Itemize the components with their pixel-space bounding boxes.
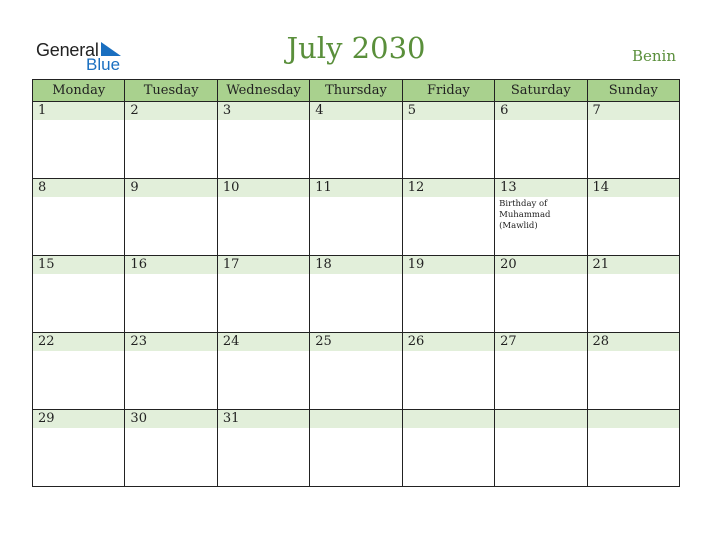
weekday-header: Sunday — [587, 80, 679, 102]
day-number: 24 — [218, 333, 309, 351]
day-cell — [587, 333, 679, 410]
country-label: Benin — [631, 47, 676, 65]
day-number: 17 — [218, 256, 309, 274]
holiday-event: Birthday of Muhammad (Mawlid) — [499, 199, 551, 231]
day-number: 20 — [495, 256, 586, 274]
day-cell — [402, 410, 494, 487]
day-cell — [125, 333, 217, 410]
day-cell — [402, 102, 494, 179]
calendar-grid — [32, 79, 680, 487]
day-number: 18 — [310, 256, 401, 274]
day-cell — [310, 179, 402, 256]
day-cell — [33, 179, 125, 256]
day-cell — [33, 410, 125, 487]
day-cell — [310, 256, 402, 333]
day-number: 14 — [588, 179, 679, 197]
calendar-week-row — [33, 256, 680, 333]
day-number: 30 — [125, 410, 216, 428]
calendar-title: July 2030 — [286, 31, 426, 65]
day-number: 4 — [310, 102, 401, 120]
day-number: 13 — [495, 179, 586, 197]
day-number: 25 — [310, 333, 401, 351]
day-number: 9 — [125, 179, 216, 197]
weekday-header: Wednesday — [217, 80, 309, 102]
day-cell — [402, 256, 494, 333]
day-number: 28 — [588, 333, 679, 351]
day-number: 21 — [588, 256, 679, 274]
day-cell — [495, 333, 587, 410]
weekday-header: Saturday — [495, 80, 587, 102]
day-cell — [217, 102, 309, 179]
day-cell — [125, 256, 217, 333]
weekday-header: Tuesday — [125, 80, 217, 102]
day-number — [495, 410, 586, 428]
day-cell — [310, 333, 402, 410]
day-number: 5 — [403, 102, 494, 120]
day-number: 3 — [218, 102, 309, 120]
day-number: 26 — [403, 333, 494, 351]
day-cell — [33, 102, 125, 179]
day-cell — [310, 410, 402, 487]
day-cell — [587, 102, 679, 179]
day-cell — [33, 333, 125, 410]
logo-text-blue: Blue — [86, 55, 121, 74]
day-cell — [33, 256, 125, 333]
day-number: 29 — [33, 410, 124, 428]
day-cell — [495, 410, 587, 487]
calendar-body — [33, 102, 680, 487]
weekday-header-row — [33, 80, 680, 102]
day-cell — [125, 102, 217, 179]
day-cell — [217, 410, 309, 487]
calendar-week-row — [33, 179, 680, 256]
day-number: 6 — [495, 102, 586, 120]
day-number: 11 — [310, 179, 401, 197]
day-number — [588, 410, 679, 428]
day-cell — [217, 333, 309, 410]
day-cell — [495, 256, 587, 333]
calendar-week-row — [33, 333, 680, 410]
day-cell — [125, 410, 217, 487]
day-cell — [217, 256, 309, 333]
day-cell — [587, 410, 679, 487]
day-number: 19 — [403, 256, 494, 274]
day-number: 8 — [33, 179, 124, 197]
weekday-header: Monday — [33, 80, 125, 102]
day-number: 27 — [495, 333, 586, 351]
day-number: 15 — [33, 256, 124, 274]
day-cell — [587, 179, 679, 256]
day-cell — [310, 102, 402, 179]
day-number: 31 — [218, 410, 309, 428]
day-cell — [495, 102, 587, 179]
logo-text-general: General — [36, 40, 99, 60]
day-number: 2 — [125, 102, 216, 120]
weekday-header: Thursday — [310, 80, 402, 102]
day-cell — [402, 333, 494, 410]
weekday-header: Friday — [402, 80, 494, 102]
day-cell — [587, 256, 679, 333]
day-number — [403, 410, 494, 428]
day-number — [310, 410, 401, 428]
day-number: 23 — [125, 333, 216, 351]
day-number: 12 — [403, 179, 494, 197]
day-cell — [125, 179, 217, 256]
day-cell — [217, 179, 309, 256]
calendar-week-row — [33, 102, 680, 179]
day-cell — [402, 179, 494, 256]
day-number: 22 — [33, 333, 124, 351]
day-number: 1 — [33, 102, 124, 120]
day-number: 16 — [125, 256, 216, 274]
day-number: 7 — [588, 102, 679, 120]
day-number: 10 — [218, 179, 309, 197]
day-cell — [495, 179, 587, 256]
calendar-week-row — [33, 410, 680, 487]
